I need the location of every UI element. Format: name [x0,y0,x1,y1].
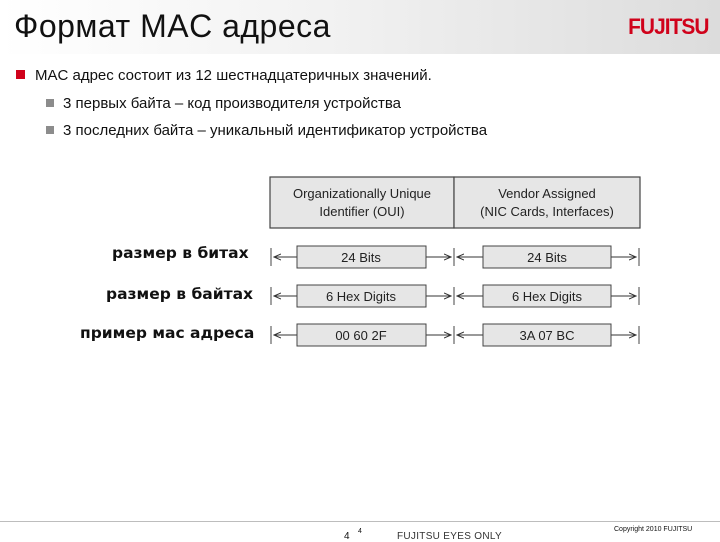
row-label-bits: размер в битах [112,244,249,262]
oui-header-line2: Identifier (OUI) [319,204,405,219]
footer-classification: FUJITSU EYES ONLY [397,531,502,542]
sub-bullet-text: 3 первых байта – код производителя устройства [63,95,401,112]
page-number-superscript: 4 [358,528,362,535]
oui-header-box [270,177,454,228]
row-label-example: пример мас адреса [80,324,255,342]
vendor-header-line1: Vendor Assigned [498,186,596,201]
oui-bits-value: 24 Bits [341,250,381,265]
oui-header-line1: Organizationally Unique [292,186,432,201]
row-bytes [271,285,639,307]
footer-copyright: Copyright 2010 FUJITSU [614,526,693,533]
row-label-bytes: размер в байтах [106,285,254,303]
vendor-example-value: 3A 07 BC [519,328,575,343]
oui-bytes-value: 6 Hex Digits [325,289,397,304]
page-number: 4 [344,531,350,542]
oui-example-value: 00 60 2F [335,328,387,343]
sub-bullet-text: 3 последних байта – уникальный идентификатор устройства [63,122,488,139]
bullet-text: MAC адрес состоит из 12 шестнадцатеричных значений. [35,67,432,84]
row-bits [271,246,639,268]
vendor-bytes-value: 6 Hex Digits [511,289,583,304]
vendor-header-box [454,177,640,228]
slide-title: Формат MAC адреса [14,8,331,44]
fujitsu-logo: FUJITSU [628,14,709,39]
vendor-bits-value: 24 Bits [527,250,567,265]
row-example [271,324,639,346]
vendor-header-line2: (NIC Cards, Interfaces) [480,204,614,219]
footer-divider [0,521,720,522]
